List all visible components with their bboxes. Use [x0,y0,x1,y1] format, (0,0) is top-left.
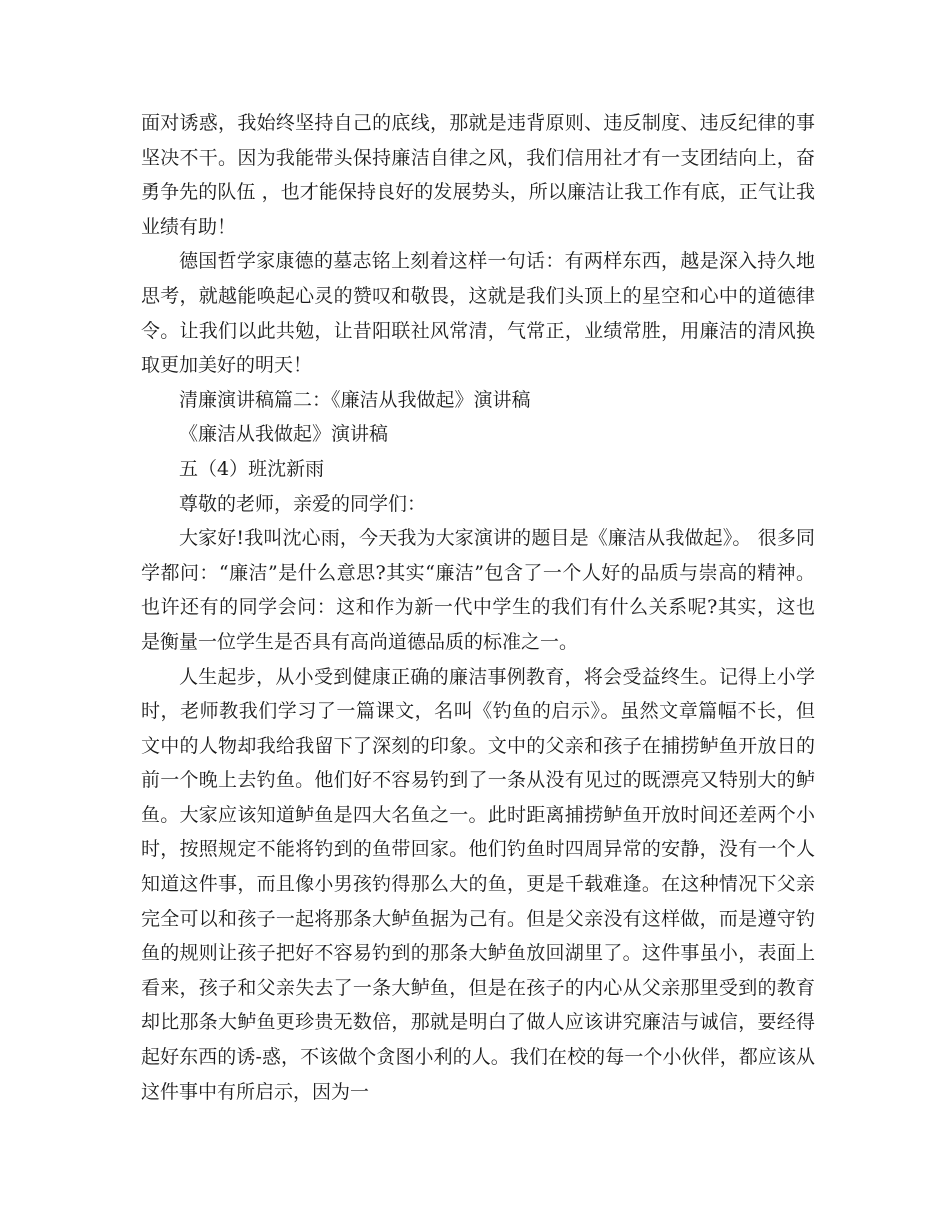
author-line: 五（4）班沈新雨 [179,457,325,480]
paragraph: 德国哲学家康德的墓志铭上刻着这样一句话：有两样东西，越是深入持久地思考，就越能唤起心灵的赞叹和敬畏，这就是我们头顶上的星空和心中的道德律令。让我们以此共勉，让昔阳联社风常清，气常正，业绩常胜，用廉洁的清风换取更加美好的明天！ [141,250,815,377]
salutation: 尊敬的老师，亲爱的同学们： [179,492,427,515]
paragraph: 面对诱惑，我始终坚持自己的底线，那就是违背原则、违反制度、违反纪律的事坚决不干。因为我能带头保持廉洁自律之风，我们信用社才有一支团结向上，奋勇争先的队伍 ，也才能保持良好的发展势头，所以廉洁让我工作有底，正气让我业绩有助！ [141,112,815,238]
paragraph: 人生起步，从小受到健康正确的廉洁事例教育，将会受益终生。记得上小学时，老师教我们学习了一篇课文，名叫《钓鱼的启示》。虽然文章篇幅不长，但文中的人物却我给我留下了深刻的印象。文中的父亲和孩子在捕捞鲈鱼开放日的前一个晚上去钓鱼。他们好不容易钓到了一条从没有见过的既漂亮又特别大的鲈鱼。大家应该知道鲈鱼是四大名鱼之一。此时距离捕捞鲈鱼开放时间还差两个小时，按照规定不能将钓到的鱼带回家。他们钓鱼时四周异常的安静，没有一个人知道这件事，而且像小男孩钓得那么大的鱼，更是千载难逢。在这种情况下父亲完全可以和孩子一起将那条大鲈鱼据为己有。但是父亲没有这样做，而是遵守钓鱼的规则让孩子把好不容易钓到的那条大鲈鱼放回湖里了。这件事虽小，表面上看来，孩子和父亲失去了一条大鲈鱼，但是在孩子的内心从父亲那里受到的教育却比那条大鲈鱼更珍贵无数倍，那就是明白了做人应该讲究廉洁与诚信，要经得起好东西的诱-惑，不该做个贪图小利的人。我们在校的每一个小伙伴，都应该从这件事中有所启示，因为一 [141,665,815,1103]
paragraph: 大家好!我叫沈心雨，今天我为大家演讲的题目是《廉洁从我做起》。 很多同学都问：“廉洁”是什么意思?其实“廉洁”包含了一个人好的品质与崇高的精神。也许还有的同学会问：这和作为新一代中学生的我们有什么关系呢?其实，这也是衡量一位学生是否具有高尚道德品质的标准之一。 [141,527,815,653]
speech-title: 《廉洁从我做起》演讲稿 [179,423,389,446]
section-heading: 清廉演讲稿篇二：《廉洁从我做起》演讲稿 [179,388,531,411]
document-body [141,106,815,1109]
